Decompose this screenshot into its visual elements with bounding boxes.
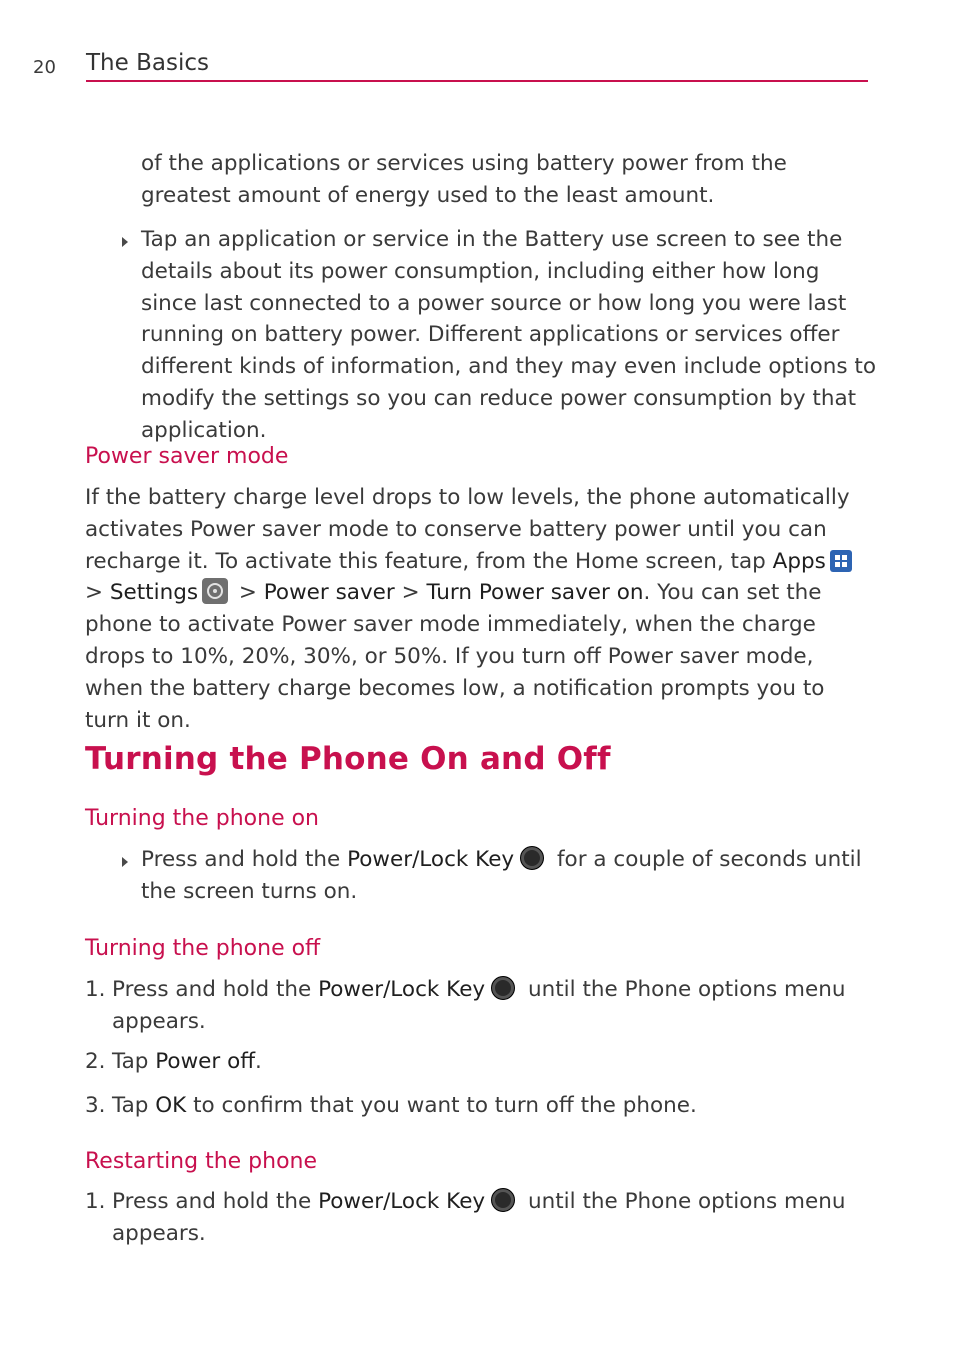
turning-on-post: for a couple of seconds until the screen turns on. <box>141 847 862 904</box>
step-text <box>112 1186 872 1250</box>
turning-on-heading: Turning the phone on <box>85 806 319 831</box>
settings-gear-icon <box>202 578 228 604</box>
step-post: until the Phone options menu appears. <box>112 977 846 1034</box>
settings-label: Settings <box>109 580 199 606</box>
apps-label: Apps <box>772 548 826 574</box>
turn-power-saver-on-label: Turn Power saver on <box>426 580 644 606</box>
step-pre: Press and hold the <box>112 1189 319 1214</box>
battery-bullet-paragraph: Tap an application or service in the Battery use screen to see the details about its power consumption, including either how long since last connected to a power source or how long you were last running on battery power. Different applications or services offer different kinds of information, and they may even include options to modify the settings so you can reduce power consumption by that application. <box>141 227 876 443</box>
power-saver-text-1: If the battery charge level drops to low levels, the phone automatically activates Power saver mode to conserve battery power until you can recharge it. To activate this feature, from the Home screen, tap <box>85 485 850 574</box>
step-pre: Press and hold the <box>112 977 319 1002</box>
separator: > <box>232 580 264 606</box>
step-number: 2. <box>85 1049 106 1074</box>
separator: > <box>85 580 110 606</box>
restarting-heading: Restarting the phone <box>85 1149 318 1174</box>
power-saver-text-2: . You can set the phone to activate Power saver mode immediately, when the charge drops to 10%, 20%, 30%, or 50%. If you turn off Power saver mode, when the battery charge becomes low, a notification prompts you to turn it on. <box>85 580 825 733</box>
power-lock-key-label: Power/Lock Key <box>318 977 486 1002</box>
bullet-triangle-icon <box>122 857 128 867</box>
turning-on-paragraph <box>141 844 881 908</box>
step-number: 1. <box>85 1189 106 1214</box>
battery-continued-paragraph: of the applications or services using battery power from the greatest amount of energy used to the least amount. <box>141 151 787 208</box>
ok-label: OK <box>155 1093 187 1118</box>
step-post: . <box>255 1049 262 1074</box>
power-saver-label: Power saver <box>263 580 395 606</box>
power-lock-key-label: Power/Lock Key <box>318 1189 486 1214</box>
header-divider <box>86 80 868 82</box>
step-text <box>112 1046 872 1078</box>
step-number: 3. <box>85 1093 106 1118</box>
step-text <box>112 974 872 1038</box>
step-text <box>112 1090 872 1122</box>
power-saver-paragraph <box>85 482 875 736</box>
page-number: 20 <box>33 57 56 78</box>
apps-grid-icon <box>830 550 852 572</box>
power-lock-key-label: Power/Lock Key <box>347 847 515 872</box>
separator: > <box>394 580 427 606</box>
power-key-icon <box>491 1188 515 1212</box>
power-saver-heading: Power saver mode <box>85 444 289 469</box>
page-heading: Turning the Phone On and Off <box>85 741 611 777</box>
step-post: to confirm that you want to turn off the phone. <box>186 1093 697 1118</box>
turning-on-pre: Press and hold the <box>141 847 348 872</box>
turning-off-heading: Turning the phone off <box>85 936 321 961</box>
step-number: 1. <box>85 977 106 1002</box>
section-title: The Basics <box>86 50 209 76</box>
step-pre: Tap <box>112 1049 156 1074</box>
power-off-label: Power off <box>155 1049 256 1074</box>
power-key-icon <box>491 976 515 1000</box>
power-key-icon <box>520 846 544 870</box>
step-post: until the Phone options menu appears. <box>112 1189 846 1246</box>
step-pre: Tap <box>112 1093 156 1118</box>
bullet-triangle-icon <box>122 237 128 247</box>
